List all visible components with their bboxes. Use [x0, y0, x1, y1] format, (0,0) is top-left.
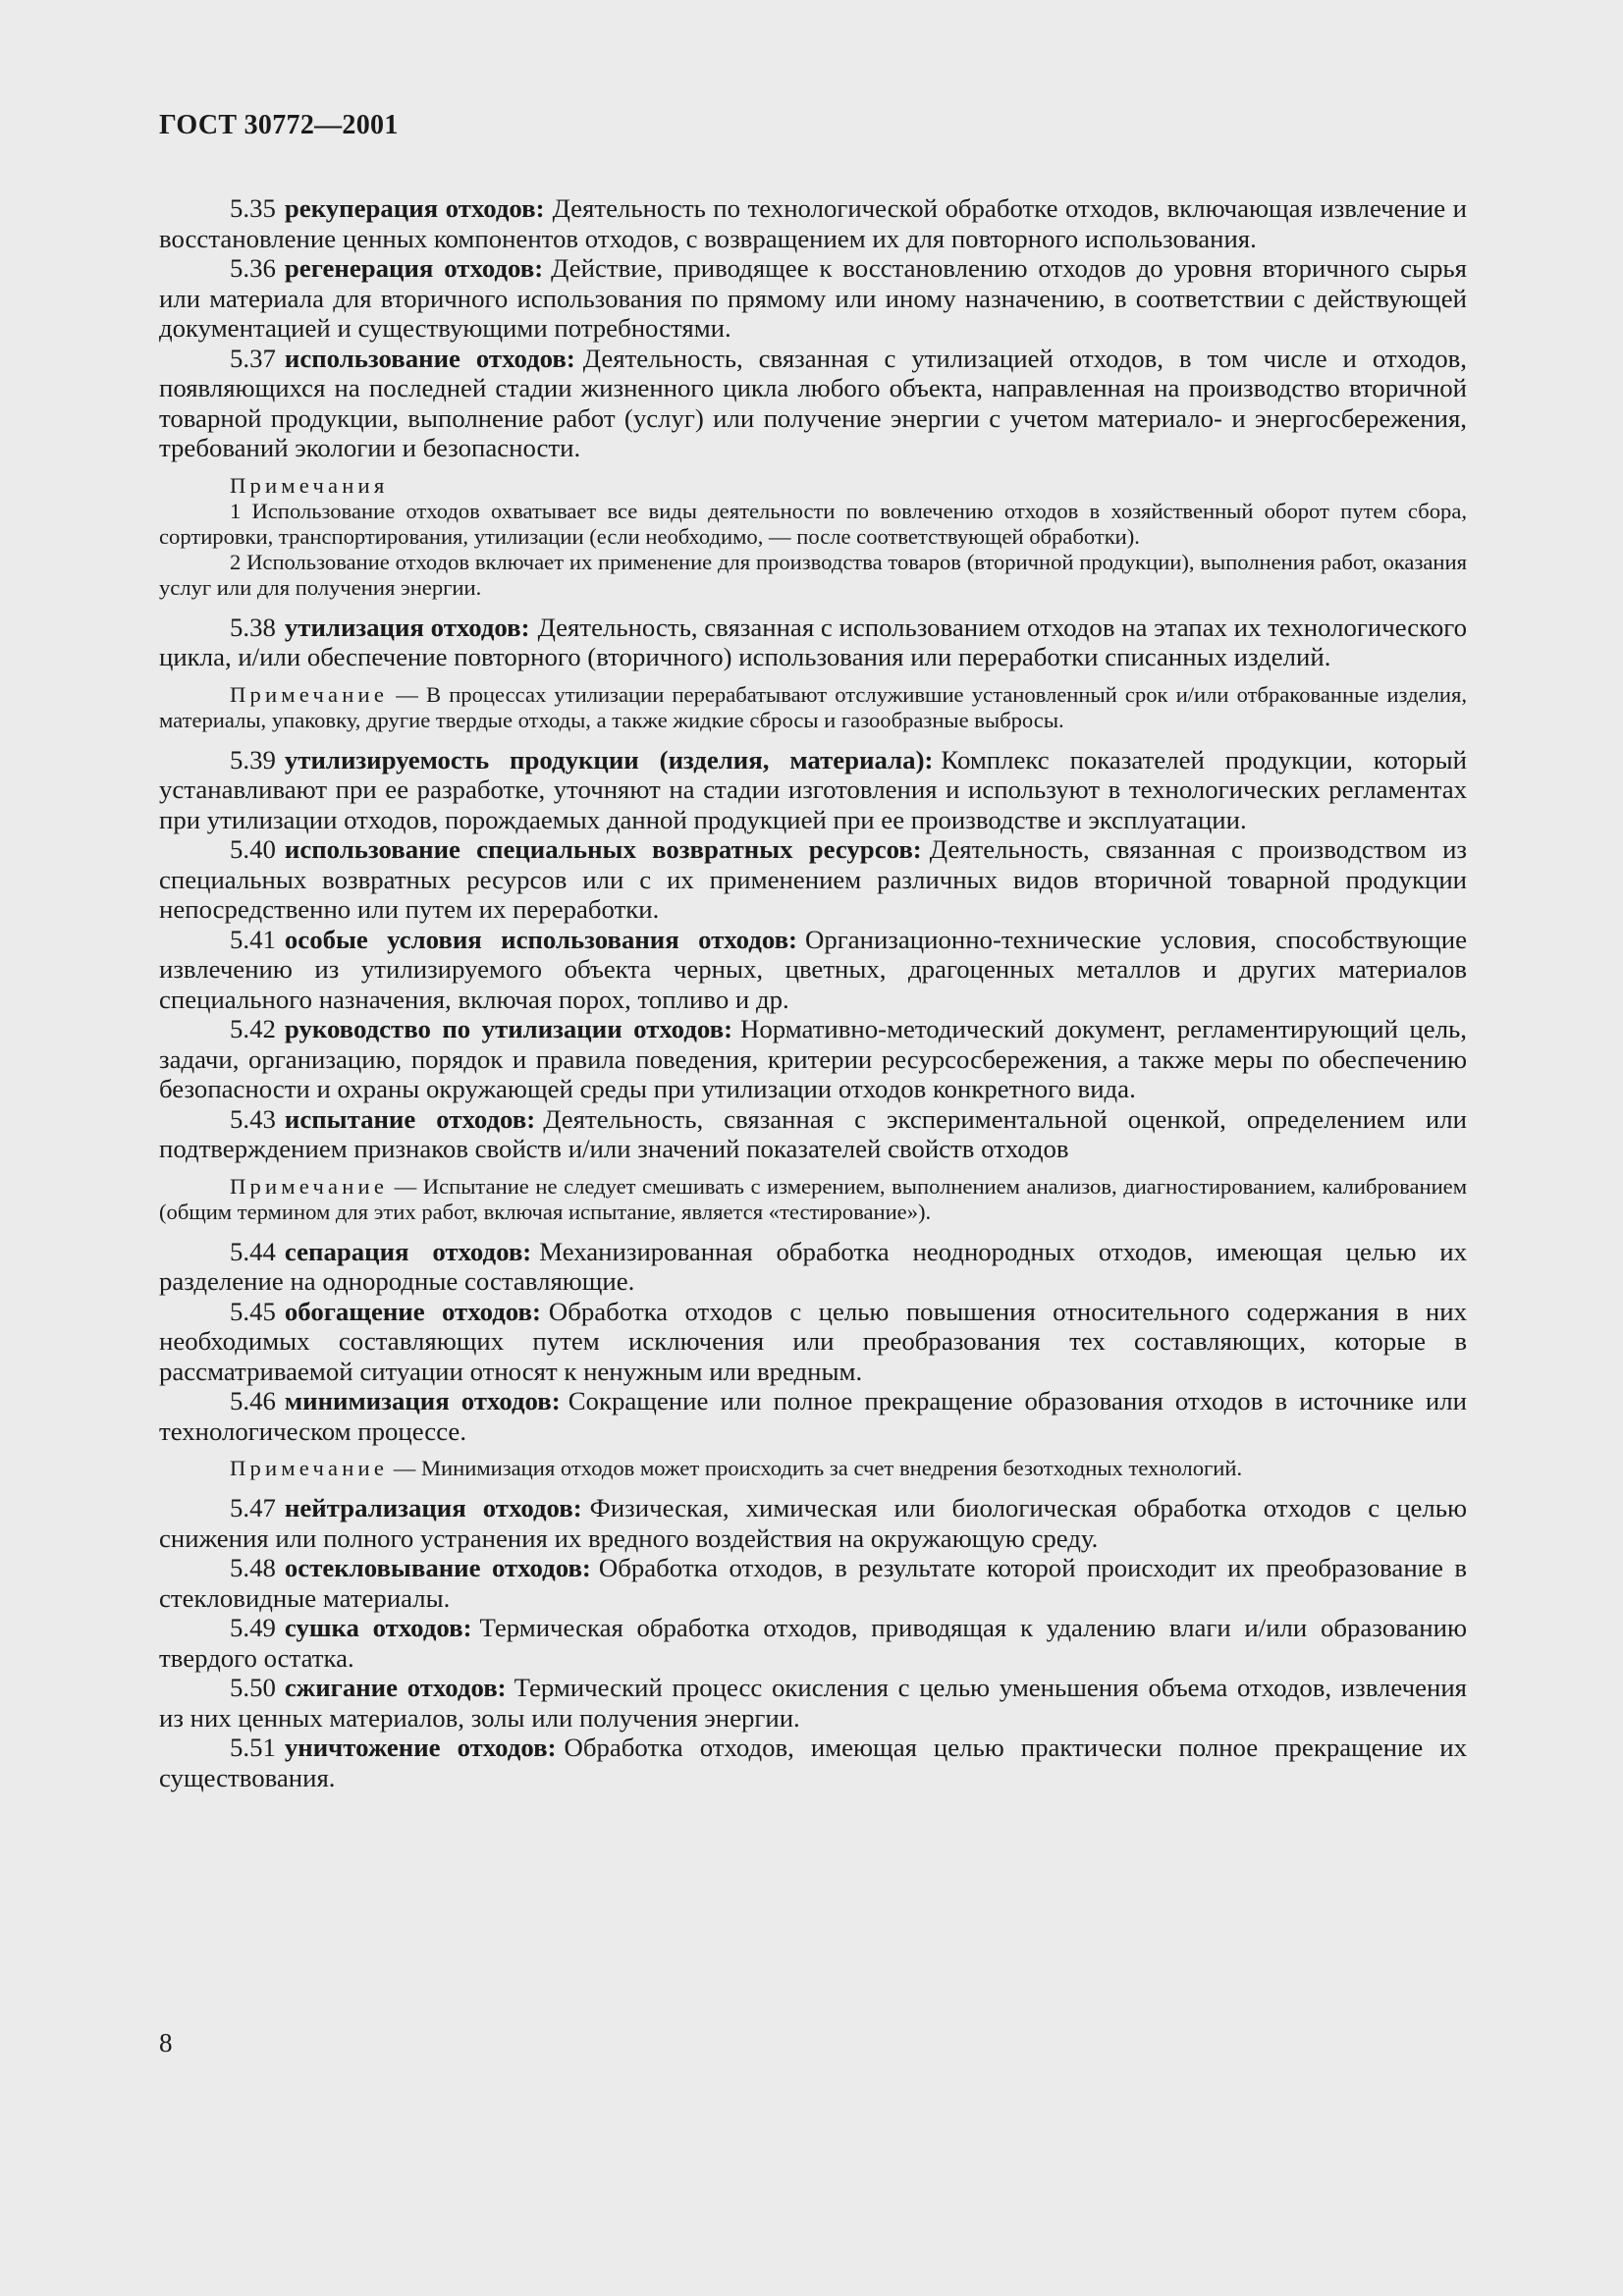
term-5-51 [159, 1733, 1467, 1792]
term-number: 5.35 [230, 193, 276, 223]
term-name: особые условия использования отходов: [284, 924, 797, 954]
term-number: 5.44 [230, 1236, 276, 1266]
term-name: минимизация отходов: [284, 1386, 561, 1415]
page-number: 8 [159, 2028, 173, 2057]
term-5-38 [159, 613, 1467, 672]
term-5-37 [159, 344, 1467, 463]
note-item [159, 682, 1467, 733]
note-label: Примечание [230, 681, 389, 707]
term-definition: Деятельность, связанная с экспериментальной оценкой, определением или подтверждением признаков свойств и/или значений показателей свойств отходов [159, 1103, 1467, 1163]
term-number: 5.42 [230, 1014, 276, 1043]
term-definition: Обработка отходов с целью повышения относительного содержания в них необходимых составляющих путем исключения или преобразования тех составляющих, которые в рассматриваемой ситуации относят к ненужным или вредным. [159, 1296, 1467, 1386]
term-5-35 [159, 193, 1467, 253]
term-5-43 [159, 1104, 1467, 1164]
term-definition: Деятельность, связанная с производством из специальных возвратных ресурсов или с их применением различных видов вторичной товарной продукции непосредственно или путем их переработки. [159, 834, 1467, 924]
note-text: — Минимизация отходов может происходить за счет внедрения безотходных технологий. [388, 1456, 1243, 1480]
term-5-45 [159, 1297, 1467, 1387]
term-definition: Действие, приводящее к восстановлению отходов до уровня вторичного сырья или материала для вторичного использования по прямому или иному назначению, в соответствии с действующей документацией и существующими потребностями. [159, 253, 1467, 343]
term-number: 5.43 [230, 1103, 276, 1134]
term-number: 5.37 [230, 343, 276, 373]
term-5-36 [159, 253, 1467, 344]
term-name: использование отходов: [284, 343, 575, 373]
term-number: 5.49 [230, 1613, 276, 1642]
term-5-44 [159, 1237, 1467, 1297]
term-name: испытание отходов: [284, 1103, 536, 1134]
term-definition: Механизированная обработка неоднородных отходов, имеющая целью их разделение на однородные составляющие. [159, 1236, 1467, 1296]
term-name: использование специальных возвратных ресурсов: [284, 834, 922, 864]
term-definition: Деятельность, связанная с использованием отходов на этапах их технологического цикла, и/или обеспечение повторного (вторичного) использования или переработки списанных изделий. [159, 612, 1467, 671]
term-name: обогащение отходов: [284, 1296, 541, 1326]
term-number: 5.45 [230, 1296, 276, 1326]
term-definition: Комплекс показателей продукции, который устанавливают при ее разработке, уточняют на стадии изготовления и используют в технологических регламентах при утилизации отходов, порождаемых данной продукцией при ее производстве и эксплуатации. [159, 744, 1467, 834]
term-definition: Нормативно-методический документ, регламентирующий цель, задачи, организацию, порядок и правила поведения, критерии ресурсосбережения, а также меры по обеспечению безопасности и охраны окружающей среды при утилизации отходов конкретного вида. [159, 1014, 1467, 1103]
term-definition: Обработка отходов, имеющая целью практически полное прекращение их существования. [159, 1733, 1467, 1792]
term-number: 5.38 [230, 612, 276, 642]
term-number: 5.40 [230, 834, 276, 864]
term-definition: Деятельность, связанная с утилизацией отходов, в том числе и отходов, появляющихся на последней стадии жизненного цикла любого объекта, направленная на производство вторичной товарной продукции, выполнение работ (услуг) или получение энергии с учетом материало- и энергосбережения, требований экологии и безопасности. [159, 343, 1467, 462]
term-name: сепарация отходов: [284, 1236, 532, 1266]
term-name: остекловывание отходов: [284, 1553, 591, 1582]
term-number: 5.48 [230, 1553, 276, 1582]
term-number: 5.50 [230, 1673, 276, 1702]
term-5-42 [159, 1014, 1467, 1104]
term-number: 5.46 [230, 1386, 276, 1415]
term-number: 5.36 [230, 253, 276, 283]
term-number: 5.41 [230, 924, 276, 954]
note-item [159, 1456, 1467, 1481]
note-label: Примечание [230, 1173, 389, 1199]
term-5-49 [159, 1613, 1467, 1673]
term-name: руководство по утилизации отходов: [284, 1014, 732, 1043]
note-5-46 [159, 1456, 1467, 1481]
notes-5-37 [159, 473, 1467, 601]
note-item [159, 1174, 1467, 1225]
notes-heading: Примечания [230, 472, 389, 498]
term-5-40 [159, 834, 1467, 925]
term-definition: Термический процесс окисления с целью уменьшения объема отходов, извлечения из них ценных материалов, золы или получения энергии. [159, 1673, 1467, 1733]
term-definition: Физическая, химическая или биологическая обработка отходов с целью снижения или полного устранения их вредного воздействия на окружающую среду. [159, 1493, 1467, 1553]
term-5-48 [159, 1553, 1467, 1613]
term-number: 5.39 [230, 744, 276, 774]
term-5-39 [159, 745, 1467, 835]
term-name: нейтрализация отходов: [284, 1493, 582, 1522]
note-5-38 [159, 682, 1467, 733]
term-name: утилизируемость продукции (изделия, материала): [284, 744, 934, 774]
document-header: ГОСТ 30772—2001 [159, 110, 399, 140]
term-5-47 [159, 1493, 1467, 1553]
note-text: — В процессах утилизации перерабатывают отслужившие установленный срок и/или отбракованные изделия, материалы, упаковку, другие твердые отходы, а также жидкие сбросы и газообразные выбросы. [159, 681, 1467, 732]
term-definition: Обработка отходов, в результате которой происходит их преобразование в стекловидные материалы. [159, 1553, 1468, 1613]
term-definition: Организационно-технические условия, способствующие извлечению из утилизируемого объекта черных, цветных, драгоценных металлов и других материалов специального назначения, включая порох, топливо и др. [159, 924, 1467, 1014]
note-text: — Испытание не следует смешивать с измерением, выполнением анализов, диагностированием, калиброванием (общим термином для этих работ, включая испытание, является «тестирование»). [159, 1173, 1467, 1224]
term-name: сушка отходов: [284, 1613, 472, 1642]
term-5-50 [159, 1673, 1467, 1733]
term-name: уничтожение отходов: [284, 1733, 557, 1762]
term-name: сжигание отходов: [284, 1673, 507, 1702]
term-5-41 [159, 925, 1467, 1015]
document-body [159, 193, 1467, 1792]
term-definition: Деятельность по технологической обработке отходов, включающая извлечение и восстановление ценных компонентов отходов, с возвращением их для повторного использования. [159, 193, 1467, 253]
term-5-46 [159, 1386, 1467, 1446]
note-label: Примечание [230, 1456, 389, 1480]
note-5-43 [159, 1174, 1467, 1225]
term-definition: Термическая обработка отходов, приводящая к удалению влаги и/или образованию твердого остатка. [159, 1613, 1467, 1673]
term-number: 5.51 [230, 1733, 276, 1762]
term-name: регенерация отходов: [284, 253, 544, 283]
term-definition: Сокращение или полное прекращение образования отходов в источнике или технологическом процессе. [159, 1386, 1467, 1446]
term-name: утилизация отходов: [284, 612, 530, 642]
note-item: 1 Использование отходов охватывает все виды деятельности по вовлечению отходов в хозяйственный оборот путем сбора, сортировки, транспортирования, утилизации (если необходимо, — после соответствующей обработки). [159, 498, 1467, 549]
term-number: 5.47 [230, 1493, 276, 1522]
note-item: 2 Использование отходов включает их применение для производства товаров (вторичной продукции), выполнения работ, оказания услуг или для получения энергии. [159, 549, 1467, 600]
term-name: рекуперация отходов: [284, 193, 545, 223]
